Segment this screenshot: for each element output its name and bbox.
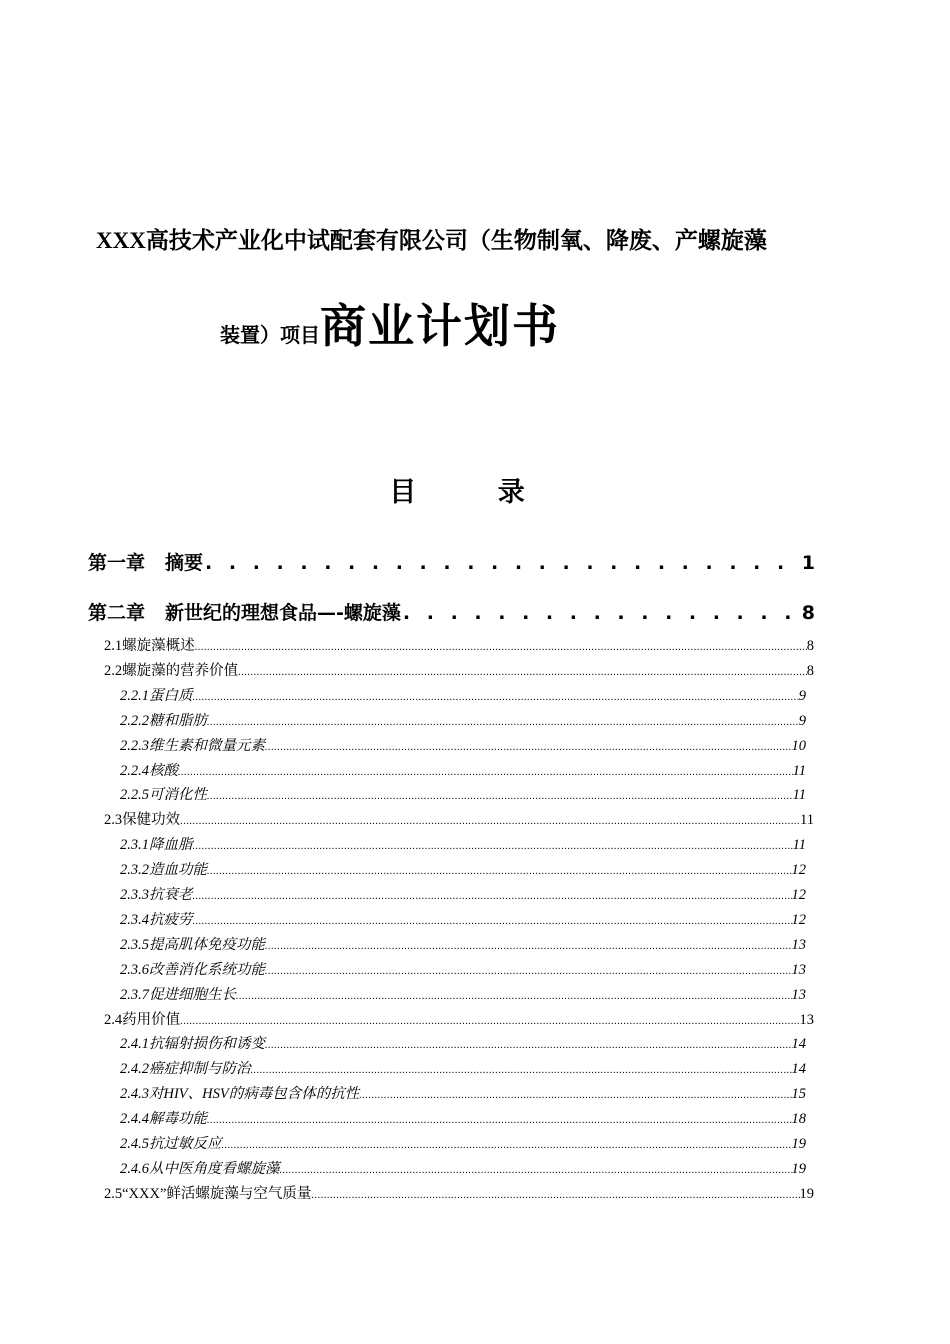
leader-dots (178, 767, 793, 778)
leader-dots (193, 916, 792, 927)
entry-page: 14 (791, 1036, 806, 1053)
entry-number: 2.2.5 (120, 787, 149, 804)
entry-number: 2.3.2 (120, 862, 149, 879)
entry-number: 2.2.1 (120, 687, 149, 704)
leader-dots (222, 1140, 792, 1151)
entry-title: 核酸 (149, 762, 178, 779)
entry-number: 2.5 (104, 1185, 123, 1202)
entry-page: 9 (798, 712, 806, 729)
toc-entry[interactable] (120, 933, 806, 958)
entry-title: 从中医角度看螺旋藻 (149, 1160, 280, 1177)
entry-page: 18 (791, 1111, 806, 1128)
leader-dots (251, 1065, 792, 1076)
entry-number: 2.4 (104, 1011, 123, 1028)
entry-title: 造血功能 (149, 862, 207, 879)
toc-entry[interactable] (120, 1132, 806, 1157)
leader-dots (180, 816, 800, 827)
entry-number: 2.3.3 (120, 887, 149, 903)
entry-number: 2.2.3 (120, 737, 149, 754)
toc-chapter[interactable] (88, 598, 815, 625)
chapter-number: 第一章 (88, 552, 146, 574)
entry-number: 2.3.4 (120, 911, 149, 928)
entry-number: 2.3 (104, 812, 123, 829)
entry-page: 13 (791, 936, 806, 953)
toc-entry[interactable] (120, 1057, 806, 1082)
entry-number: 2.3.5 (120, 936, 149, 953)
entry-title: 可消化性 (149, 787, 207, 804)
leader-dots (311, 1190, 799, 1201)
entry-number: 2.2.4 (120, 762, 149, 779)
leader-dots (207, 1115, 792, 1126)
toc-chapter[interactable] (88, 548, 815, 575)
entry-page: 11 (792, 762, 806, 779)
leader-dots (193, 891, 792, 902)
entry-title: 维生素和微量元素 (149, 737, 265, 754)
entry-title: 抗辐射损伤和诱变 (149, 1036, 265, 1053)
entry-title: 保健功效 (122, 812, 181, 829)
toc-entry[interactable] (120, 983, 806, 1008)
toc-entry[interactable] (120, 709, 806, 734)
entry-number: 2.4.3 (120, 1086, 149, 1103)
entry-number: 2.3.7 (120, 986, 149, 1003)
entry-page: 13 (799, 1011, 814, 1028)
entry-page: 12 (791, 862, 806, 879)
toc-entry[interactable] (104, 1008, 814, 1033)
toc-entry[interactable] (120, 883, 806, 908)
chapter-number: 第二章 (88, 602, 146, 624)
document-title-line2 (220, 290, 560, 356)
entry-page: 15 (791, 1086, 806, 1103)
chapter-page: 1 (801, 552, 815, 574)
toc-entry[interactable] (120, 858, 806, 883)
entry-title: 对HIV、HSV的病毒包含体的抗性 (149, 1086, 360, 1103)
document-title-line1: XXX高技术产业化中试配套有限公司（生物制氧、降废、产螺旋藻 (96, 228, 767, 253)
entry-number: 2.4.4 (120, 1111, 149, 1128)
chapter-title: 新世纪的理想食品—-螺旋藻 (165, 602, 401, 624)
leader-dots (236, 991, 792, 1002)
toc-entry[interactable] (120, 833, 806, 858)
entry-page: 13 (791, 961, 806, 978)
entry-title: 螺旋藻概述 (122, 638, 195, 654)
chapter-title: 摘要 (165, 552, 204, 574)
entry-page: 10 (791, 737, 806, 754)
entry-title: 抗过敏反应 (149, 1136, 222, 1152)
entry-page: 11 (792, 787, 806, 804)
entry-title: 促进细胞生长 (149, 986, 236, 1003)
entry-number: 2.4.2 (120, 1061, 149, 1078)
toc-entry[interactable] (120, 1157, 806, 1182)
entry-number: 2.4.6 (120, 1160, 149, 1177)
entry-page: 14 (791, 1061, 806, 1078)
entry-number: 2.3.6 (120, 961, 149, 978)
entry-page: 19 (799, 1185, 814, 1202)
entry-page: 9 (798, 687, 806, 704)
entry-number: 2.1 (104, 638, 123, 654)
entry-title: 降血脂 (149, 837, 193, 854)
leader-dots (359, 1090, 791, 1101)
entry-title: 改善消化系统功能 (149, 961, 265, 978)
leader-dots (180, 1016, 799, 1027)
entry-page: 19 (791, 1136, 806, 1152)
leader-dots (207, 866, 792, 877)
leader-dots (207, 717, 799, 728)
leader-dots (265, 941, 792, 952)
entry-title: 药用价值 (122, 1011, 181, 1028)
toc-entry[interactable] (120, 1107, 806, 1132)
entry-title: “XXX”鲜活螺旋藻与空气质量 (122, 1185, 312, 1202)
entry-title: 解毒功能 (149, 1111, 207, 1128)
entry-number: 2.4.5 (120, 1136, 149, 1152)
leader-dots (193, 692, 799, 703)
toc-entry[interactable] (104, 659, 814, 684)
leader-dots (265, 966, 792, 977)
leader-dots (265, 742, 792, 753)
leader-dots (193, 841, 793, 852)
entry-page: 11 (792, 837, 806, 854)
toc-entry[interactable] (120, 759, 806, 784)
toc-entry[interactable] (120, 783, 806, 808)
toc-entry[interactable] (120, 684, 806, 709)
entry-number: 2.4.1 (120, 1036, 149, 1053)
entry-page: 13 (791, 986, 806, 1003)
entry-title: 螺旋藻的营养价值 (122, 662, 239, 679)
toc-entry[interactable] (120, 1032, 806, 1057)
entry-page: 8 (806, 638, 814, 654)
entry-title: 抗衰老 (149, 887, 193, 903)
entry-number: 2.3.1 (120, 837, 149, 854)
document-title-main: 商业计划书 (320, 299, 560, 353)
toc-entry[interactable] (104, 1182, 814, 1207)
entry-page: 12 (791, 911, 806, 928)
entry-number: 2.2.2 (120, 712, 149, 729)
leader-dots (238, 667, 807, 678)
entry-title: 癌症抑制与防治 (149, 1061, 251, 1078)
toc-entry[interactable] (104, 634, 814, 659)
entry-number: 2.2 (104, 662, 123, 679)
entry-page: 11 (800, 812, 814, 829)
toc-entry[interactable] (120, 958, 806, 983)
leader-dots (280, 1165, 792, 1176)
entry-page: 12 (791, 887, 806, 903)
toc-entry[interactable] (120, 734, 806, 759)
toc-entry[interactable] (120, 908, 806, 933)
entry-title: 提高肌体免疫功能 (149, 936, 265, 953)
entry-page: 8 (806, 662, 814, 679)
entry-page: 19 (791, 1160, 806, 1177)
toc-entry[interactable] (120, 1082, 806, 1107)
toc-entry[interactable] (104, 808, 814, 833)
chapter-page: 8 (801, 602, 815, 624)
leader-dots (265, 1040, 792, 1051)
entry-title: 糖和脂肪 (149, 712, 207, 729)
leader-dots (207, 791, 793, 802)
entry-title: 抗疲劳 (149, 911, 193, 928)
entry-title: 蛋白质 (149, 687, 193, 704)
document-title-prefix: 装置）项目 (220, 325, 320, 347)
toc-heading: 目 录 (389, 477, 561, 508)
leader-dots (195, 642, 807, 653)
leader-dots (403, 602, 800, 624)
leader-dots (205, 552, 800, 574)
